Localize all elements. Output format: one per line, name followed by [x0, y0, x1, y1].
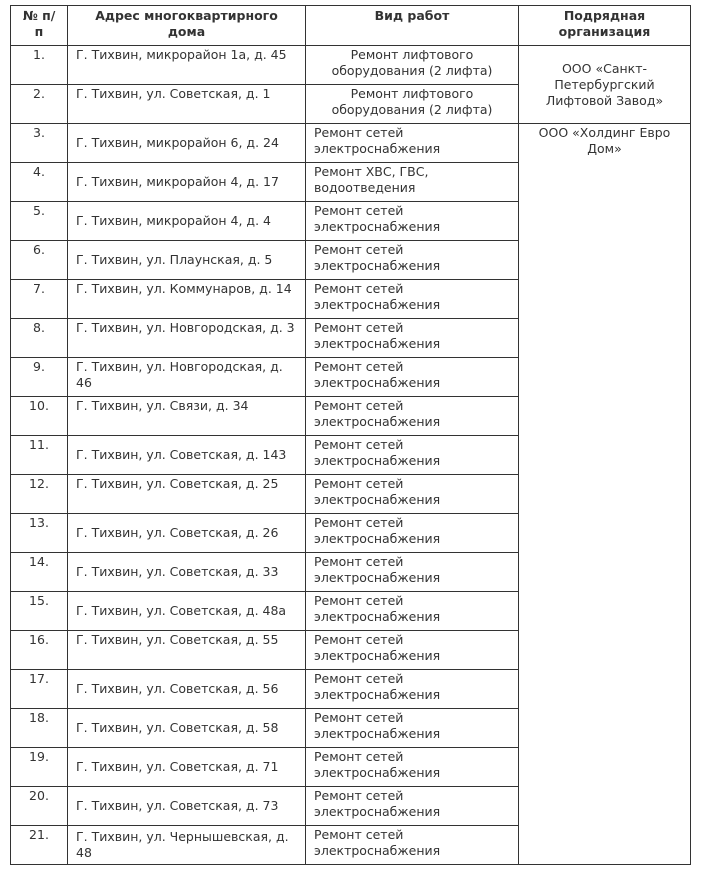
- row-work-type: Ремонт сетей электроснабжения: [306, 202, 519, 241]
- row-number: 3.: [11, 124, 68, 163]
- row-number: 10.: [11, 397, 68, 436]
- row-number: 19.: [11, 748, 68, 787]
- row-work-type: Ремонт сетей электроснабжения: [306, 280, 519, 319]
- row-address: Г. Тихвин, ул. Советская, д. 25: [68, 475, 306, 514]
- contractor-cell: ООО «Холдинг Евро Дом»: [519, 124, 691, 865]
- header-address: Адрес многоквартирного дома: [68, 6, 306, 46]
- row-number: 11.: [11, 436, 68, 475]
- header-contractor: Подрядная организация: [519, 6, 691, 46]
- row-address: Г. Тихвин, ул. Советская, д. 56: [68, 670, 306, 709]
- row-work-type: Ремонт сетей электроснабжения: [306, 631, 519, 670]
- table-row: [11, 124, 691, 163]
- row-work-type: Ремонт сетей электроснабжения: [306, 397, 519, 436]
- row-work-type: Ремонт сетей электроснабжения: [306, 319, 519, 358]
- row-number: 2.: [11, 85, 68, 124]
- row-number: 15.: [11, 592, 68, 631]
- row-number: 16.: [11, 631, 68, 670]
- row-address: Г. Тихвин, ул. Связи, д. 34: [68, 397, 306, 436]
- row-address: Г. Тихвин, ул. Плаунская, д. 5: [68, 241, 306, 280]
- contractor-cell: ООО «Санкт-Петербургский Лифтовой Завод»: [519, 46, 691, 124]
- works-table: [10, 5, 691, 865]
- row-address: Г. Тихвин, ул. Советская, д. 71: [68, 748, 306, 787]
- row-work-type: Ремонт сетей электроснабжения: [306, 592, 519, 631]
- row-address: Г. Тихвин, ул. Чернышевская, д. 48: [68, 826, 306, 865]
- row-address: Г. Тихвин, ул. Советская, д. 48а: [68, 592, 306, 631]
- row-number: 9.: [11, 358, 68, 397]
- row-work-type: Ремонт сетей электроснабжения: [306, 787, 519, 826]
- row-work-type: Ремонт сетей электроснабжения: [306, 436, 519, 475]
- row-address: Г. Тихвин, ул. Советская, д. 1: [68, 85, 306, 124]
- row-address: Г. Тихвин, ул. Советская, д. 33: [68, 553, 306, 592]
- row-address: Г. Тихвин, ул. Советская, д. 55: [68, 631, 306, 670]
- row-number: 4.: [11, 163, 68, 202]
- row-address: Г. Тихвин, микрорайон 1а, д. 45: [68, 46, 306, 85]
- row-number: 20.: [11, 787, 68, 826]
- row-address: Г. Тихвин, ул. Советская, д. 26: [68, 514, 306, 553]
- row-address: Г. Тихвин, ул. Новгородская, д. 46: [68, 358, 306, 397]
- row-address: Г. Тихвин, микрорайон 4, д. 17: [68, 163, 306, 202]
- row-address: Г. Тихвин, микрорайон 4, д. 4: [68, 202, 306, 241]
- table-header: [11, 6, 691, 46]
- row-number: 8.: [11, 319, 68, 358]
- row-address: Г. Тихвин, ул. Советская, д. 143: [68, 436, 306, 475]
- row-work-type: Ремонт сетей электроснабжения: [306, 241, 519, 280]
- row-work-type: Ремонт сетей электроснабжения: [306, 826, 519, 865]
- row-address: Г. Тихвин, ул. Новгородская, д. 3: [68, 319, 306, 358]
- row-work-type: Ремонт сетей электроснабжения: [306, 553, 519, 592]
- row-work-type: Ремонт сетей электроснабжения: [306, 358, 519, 397]
- row-number: 12.: [11, 475, 68, 514]
- row-number: 14.: [11, 553, 68, 592]
- row-work-type: Ремонт сетей электроснабжения: [306, 748, 519, 787]
- header-num: № п/п: [11, 6, 68, 46]
- row-address: Г. Тихвин, ул. Коммунаров, д. 14: [68, 280, 306, 319]
- row-number: 5.: [11, 202, 68, 241]
- row-work-type: Ремонт лифтового оборудования (2 лифта): [306, 46, 519, 85]
- row-work-type: Ремонт сетей электроснабжения: [306, 124, 519, 163]
- row-work-type: Ремонт сетей электроснабжения: [306, 475, 519, 514]
- header-work: Вид работ: [306, 6, 519, 46]
- row-address: Г. Тихвин, микрорайон 6, д. 24: [68, 124, 306, 163]
- row-work-type: Ремонт сетей электроснабжения: [306, 514, 519, 553]
- table-body: [11, 46, 691, 865]
- row-address: Г. Тихвин, ул. Советская, д. 58: [68, 709, 306, 748]
- row-number: 7.: [11, 280, 68, 319]
- row-number: 17.: [11, 670, 68, 709]
- row-number: 18.: [11, 709, 68, 748]
- row-number: 1.: [11, 46, 68, 85]
- row-number: 13.: [11, 514, 68, 553]
- header-row: [11, 6, 691, 46]
- table-row: [11, 46, 691, 85]
- row-number: 21.: [11, 826, 68, 865]
- row-address: Г. Тихвин, ул. Советская, д. 73: [68, 787, 306, 826]
- row-work-type: Ремонт ХВС, ГВС, водоотведения: [306, 163, 519, 202]
- row-work-type: Ремонт сетей электроснабжения: [306, 670, 519, 709]
- row-work-type: Ремонт лифтового оборудования (2 лифта): [306, 85, 519, 124]
- row-work-type: Ремонт сетей электроснабжения: [306, 709, 519, 748]
- row-number: 6.: [11, 241, 68, 280]
